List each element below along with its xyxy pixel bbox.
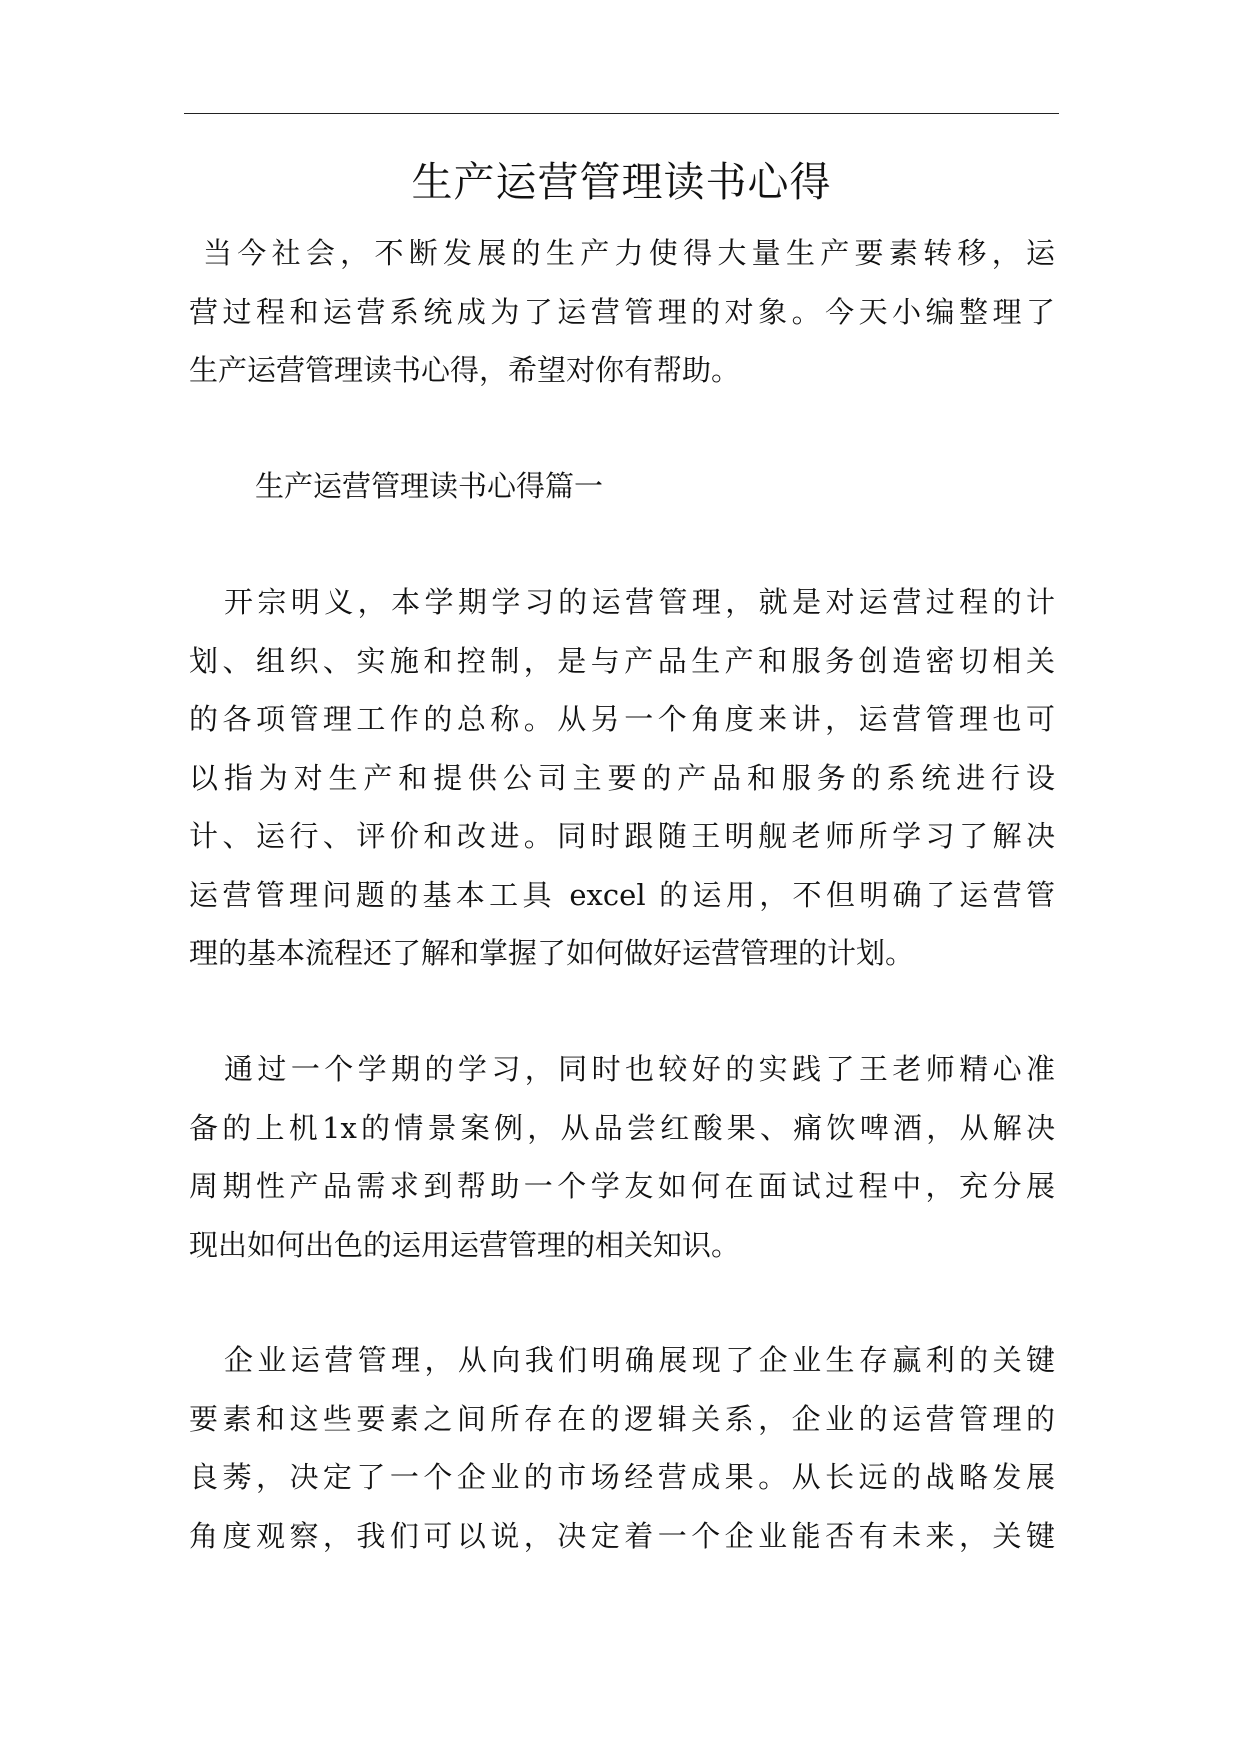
- body-paragraph-3: [189, 1331, 1055, 1565]
- p1-line-2: 划、组织、实施和控制，是与产品生产和服务创造密切相关: [189, 643, 1055, 678]
- p1-line-1: 开宗明义，本学期学习的运营管理，就是对运营过程的计: [224, 585, 1055, 619]
- p1-line-3: 的各项管理工作的总称。从另一个角度来讲，运营管理也可: [189, 702, 1055, 736]
- header-rule: [184, 113, 1059, 114]
- p1-line-6: 运营管理问题的基本工具 excel 的运用，不但明确了运营管: [189, 877, 1055, 912]
- document-title: 生产运营管理读书心得: [411, 158, 832, 206]
- p3-line-2: 要素和这些要素之间所存在的逻辑关系，企业的运营管理的: [189, 1401, 1055, 1436]
- p2-line-3: 周期性产品需求到帮助一个学友如何在面试过程中，充分展: [189, 1169, 1055, 1203]
- p3-line-4: 角度观察，我们可以说，决定着一个企业能否有未来，关键: [189, 1518, 1055, 1553]
- intro-line-2: 营过程和运营系统成为了运营管理的对象。今天小编整理了: [189, 294, 1055, 329]
- p1-line-5: 计、运行、评价和改进。同时跟随王明舰老师所学习了解决: [189, 819, 1055, 853]
- intro-paragraph: [189, 224, 1055, 400]
- body-paragraph-2: [189, 1040, 1055, 1274]
- intro-line-1: 当今社会，不断发展的生产力使得大量生产要素转移，运: [203, 236, 1055, 270]
- section-heading: 生产运营管理读书心得篇一: [255, 469, 604, 503]
- intro-line-3: 生产运营管理读书心得，希望对你有帮助。: [189, 353, 741, 387]
- p2-line-4: 现出如何出色的运用运营管理的相关知识。: [189, 1227, 741, 1262]
- p1-line-4: 以指为对生产和提供公司主要的产品和服务的系统进行设: [189, 760, 1055, 795]
- body-paragraph-1: [189, 573, 1055, 983]
- p3-line-3: 良莠，决定了一个企业的市场经营成果。从长远的战略发展: [189, 1460, 1055, 1494]
- p3-line-1: 企业运营管理，从向我们明确展现了企业生存赢利的关键: [224, 1343, 1055, 1377]
- p2-line-2: 备的上机1x的情景案例，从品尝红酸果、痛饮啤酒，从解决: [189, 1110, 1055, 1145]
- p1-line-7: 理的基本流程还了解和掌握了如何做好运营管理的计划。: [189, 936, 915, 970]
- p2-line-1: 通过一个学期的学习，同时也较好的实践了王老师精心准: [224, 1052, 1055, 1086]
